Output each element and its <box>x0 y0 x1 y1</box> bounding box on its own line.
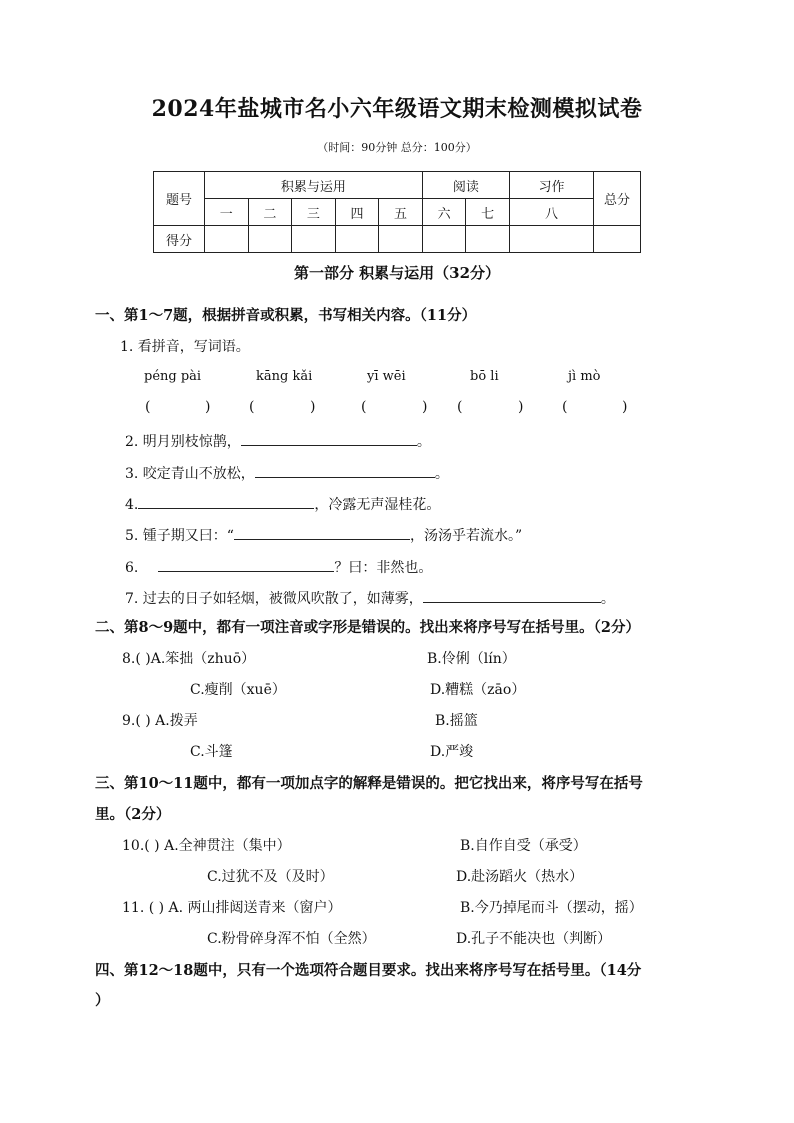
q2-blank[interactable] <box>241 431 417 446</box>
section3-heading-line1: 三、第10～11题中，都有一项加点字的解释是错误的。把它找出来，将序号写在括号 <box>95 775 643 792</box>
q1-prompt: 1. 看拼音，写词语。 <box>120 339 250 355</box>
q6-blank[interactable] <box>158 557 334 572</box>
score-cell[interactable] <box>379 226 423 253</box>
pinyin-item: jì mò <box>568 369 601 384</box>
q10-option-b: B.自作自受（承受） <box>460 838 587 854</box>
section2-heading: 二、第8～9题中，都有一项注音或字形是错误的。找出来将序号写在括号里。（2分） <box>95 619 641 636</box>
q8-option-d: D.糟糕（zāo） <box>430 682 526 698</box>
question-number: 六 <box>422 199 466 226</box>
section3-heading-line2: 里。（2分） <box>95 806 171 823</box>
total-header: 总分 <box>594 172 641 226</box>
question-number: 三 <box>292 199 336 226</box>
question-number: 五 <box>379 199 423 226</box>
q9-option-a: 9.( ) A.拨弄 <box>122 713 198 729</box>
section1-heading: 一、第1～7题，根据拼音或积累，书写相关内容。（11分） <box>95 307 477 324</box>
q7-end: 。 <box>600 591 615 607</box>
section4-heading-line1: 四、第12～18题中，只有一个选项符合题目要求。找出来将序号写在括号里。（14分 <box>95 962 642 979</box>
defen-label: 得分 <box>154 226 205 253</box>
question-number: 一 <box>205 199 249 226</box>
close-paren: ) <box>310 399 316 415</box>
open-paren: ( <box>457 399 463 415</box>
q10-option-a: 10.( ) A.全神贯注（集中） <box>122 838 291 854</box>
score-cell[interactable] <box>509 226 593 253</box>
q9-option-c: C.斗篷 <box>190 744 233 760</box>
question-number: 七 <box>466 199 510 226</box>
q8-option-a: 8.( )A.笨拙（zhuō） <box>122 651 256 667</box>
score-cell[interactable] <box>422 226 466 253</box>
pinyin-item: yī wēi <box>367 369 406 384</box>
q8-option-c: C.瘦削（xuē） <box>190 682 286 698</box>
q4-end: ，冷露无声湿桂花。 <box>314 497 441 513</box>
part1-heading: 第一部分 积累与运用（32分） <box>293 264 501 282</box>
q10-option-c: C.过犹不及（及时） <box>207 869 334 885</box>
group-accumulation: 积累与运用 <box>205 172 423 199</box>
score-cell[interactable] <box>594 226 641 253</box>
q4-text: 4. <box>125 497 139 513</box>
exam-subtitle: （时间：90分钟 总分：100分） <box>317 141 477 154</box>
q11-option-c: C.粉骨碎身浑不怕（全然） <box>207 931 376 947</box>
open-paren: ( <box>361 399 367 415</box>
q6-text: 6. <box>125 560 139 576</box>
close-paren: ) <box>422 399 428 415</box>
q4-blank[interactable] <box>138 494 314 509</box>
q5-text: 5. 锺子期又曰：“ <box>125 528 234 544</box>
q11-option-d: D.孔子不能决也（判断） <box>456 931 612 947</box>
q2-text: 2. 明月别枝惊鹊， <box>125 434 241 450</box>
q10-option-d: D.赴汤蹈火（热水） <box>456 869 584 885</box>
q7-blank[interactable] <box>423 588 601 603</box>
group-reading: 阅读 <box>422 172 509 199</box>
close-paren: ) <box>518 399 524 415</box>
score-cell[interactable] <box>466 226 510 253</box>
q5-line <box>125 525 522 545</box>
q7-line <box>125 588 615 608</box>
q3-end: 。 <box>434 466 449 482</box>
score-cell[interactable] <box>205 226 249 253</box>
q4-line <box>125 494 440 514</box>
close-paren: ) <box>205 399 211 415</box>
q5-end: ，汤汤乎若流水。” <box>409 528 523 544</box>
score-cell[interactable] <box>292 226 336 253</box>
q5-blank[interactable] <box>234 525 410 540</box>
q11-option-b: B.今乃掉尾而斗（摆动，摇） <box>460 900 643 916</box>
score-cell[interactable] <box>248 226 292 253</box>
group-writing: 习作 <box>509 172 593 199</box>
q8-option-b: B.伶俐（lín） <box>427 651 516 667</box>
q2-line <box>125 431 431 451</box>
exam-title: 2024年盐城市名小六年级语文期末检测模拟试卷 <box>151 96 643 122</box>
pinyin-item: kāng kǎi <box>256 369 313 384</box>
open-paren: ( <box>562 399 568 415</box>
q3-line <box>125 463 449 483</box>
q9-option-b: B.摇篮 <box>435 713 478 729</box>
score-table <box>153 171 641 253</box>
q3-text: 3. 咬定青山不放松， <box>125 466 255 482</box>
question-number: 四 <box>335 199 379 226</box>
q9-option-d: D.严竣 <box>430 744 474 760</box>
section4-heading-line2: ） <box>95 992 110 1009</box>
q3-blank[interactable] <box>255 463 435 478</box>
tihao-header: 题号 <box>154 172 205 226</box>
q7-text: 7. 过去的日子如轻烟，被微风吹散了，如薄雾， <box>125 591 423 607</box>
question-number: 八 <box>509 199 593 226</box>
pinyin-item: bō li <box>470 369 499 384</box>
open-paren: ( <box>249 399 255 415</box>
q6-end: ？曰：非然也。 <box>334 560 433 576</box>
q6-line <box>125 557 432 577</box>
open-paren: ( <box>145 399 151 415</box>
q11-option-a: 11. ( ) A. 两山排闼送青来（窗户） <box>122 900 342 916</box>
score-cell[interactable] <box>335 226 379 253</box>
question-number: 二 <box>248 199 292 226</box>
pinyin-item: péng pài <box>144 369 202 384</box>
close-paren: ) <box>622 399 628 415</box>
q2-end: 。 <box>416 434 431 450</box>
